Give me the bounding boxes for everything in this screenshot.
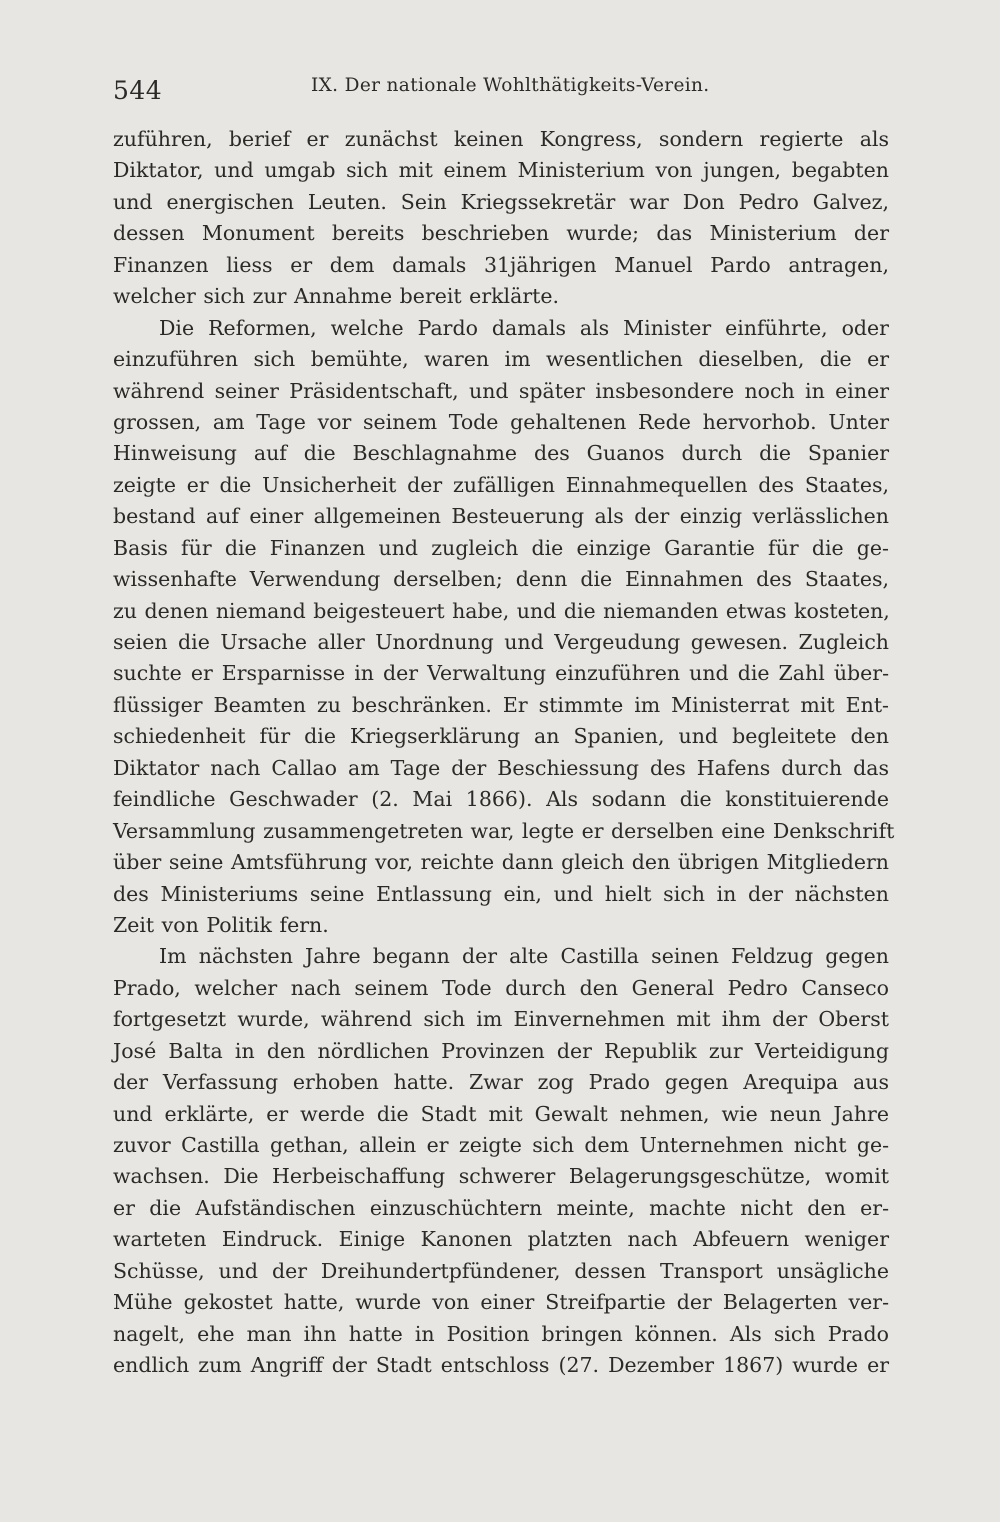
text-line: schiedenheit für die Kriegserklärung an Spanien, und begleitete den [113,724,889,749]
text-line: er die Aufständischen einzuschüchtern meinte, machte nicht den er- [113,1195,889,1220]
text-line: über seine Amtsführung vor, reichte dann gleich den übrigen Mitgliedern [113,850,889,875]
text-line: feindliche Geschwader (2. Mai 1866). Als sodann die konstituierende [113,787,889,812]
text-line: zeigte er die Unsicherheit der zufälligen Einnahmequellen des Staates, [113,472,889,497]
text-line: während seiner Präsidentschaft, und später insbesondere noch in einer [113,378,889,403]
text-line: einzuführen sich bemühte, waren im wesentlichen dieselben, die er [113,347,889,372]
text-line: wissenhafte Verwendung derselben; denn die Einnahmen des Staates, [113,567,889,592]
page-header [113,62,893,105]
text-line: Die Reformen, welche Pardo damals als Minister einführte, oder [159,315,889,340]
text-line: und energischen Leuten. Sein Kriegssekretär war Don Pedro Galvez, [113,189,889,214]
text-line: welcher sich zur Annahme bereit erklärte. [113,284,560,309]
text-line: Im nächsten Jahre begann der alte Castilla seinen Feldzug gegen [159,944,889,969]
text-line: seien die Ursache aller Unordnung und Vergeudung gewesen. Zugleich [113,630,889,654]
text-line: endlich zum Angriff der Stadt entschloss (27. Dezember 1867) wurde er [113,1353,889,1378]
text-line: flüssiger Beamten zu beschränken. Er stimmte im Ministerrat mit Ent- [113,692,889,717]
text-line: grossen, am Tage vor seinem Tode gehaltenen Rede hervorhob. Unter [113,409,889,434]
text-line: Zeit von Politik fern. [113,912,329,937]
text-line: fortgesetzt wurde, während sich im Einvernehmen mit ihm der Oberst [113,1007,889,1032]
page-number: 544 [113,76,163,105]
text-line: José Balta in den nördlichen Provinzen der Republik zur Verteidigung [113,1038,889,1063]
text-line: suchte er Ersparnisse in der Verwaltung einzuführen und die Zahl über- [113,661,889,686]
text-line: warteten Eindruck. Einige Kanonen platzten nach Abfeuern weniger [113,1227,889,1252]
text-line: nagelt, ehe man ihn hatte in Position bringen können. Als sich Prado [113,1321,889,1346]
text-line: des Ministeriums seine Entlassung ein, und hielt sich in der nächsten [113,881,889,906]
text-line: zuführen, berief er zunächst keinen Kongress, sondern regierte als [113,127,889,151]
text-line: Mühe gekostet hatte, wurde von einer Streifpartie der Belagerten ver- [113,1290,889,1315]
text-line: Finanzen liess er dem damals 31jährigen Manuel Pardo antragen, [113,252,889,277]
text-line: Basis für die Finanzen und zugleich die einzige Garantie für die ge- [113,535,889,560]
text-line: Diktator, und umgab sich mit einem Ministerium von jungen, begabten [113,158,889,183]
text-line: der Verfassung erhoben hatte. Zwar zog Prado gegen Arequipa aus [113,1070,889,1095]
text-line: Schüsse, und der Dreihundertpfündener, dessen Transport unsägliche [113,1258,889,1283]
text-line: dessen Monument bereits beschrieben wurde; das Ministerium der [113,221,889,246]
text-line: Diktator nach Callao am Tage der Beschiessung des Hafens durch das [113,755,889,780]
text-line: zu denen niemand beigesteuert habe, und die niemanden etwas kosteten, [113,598,890,623]
text-line: und erklärte, er werde die Stadt mit Gewalt nehmen, wie neun Jahre [113,1101,889,1126]
text-line: Versammlung zusammengetreten war, legte er derselben eine Denkschrift [113,818,895,843]
text-line: Hinweisung auf die Beschlagnahme des Guanos durch die Spanier [113,441,889,466]
body-text [113,124,895,1382]
text-line: wachsen. Die Herbeischaffung schwerer Belagerungsgeschütze, womit [113,1164,889,1189]
text-line: bestand auf einer allgemeinen Besteuerung als der einzig verlässlichen [113,504,889,529]
text-line: Prado, welcher nach seinem Tode durch den General Pedro Canseco [113,975,889,1000]
running-title: IX. Der nationale Wohlthätigkeits-Verein. [311,75,710,96]
text-line: zuvor Castilla gethan, allein er zeigte sich dem Unternehmen nicht ge- [113,1133,889,1157]
